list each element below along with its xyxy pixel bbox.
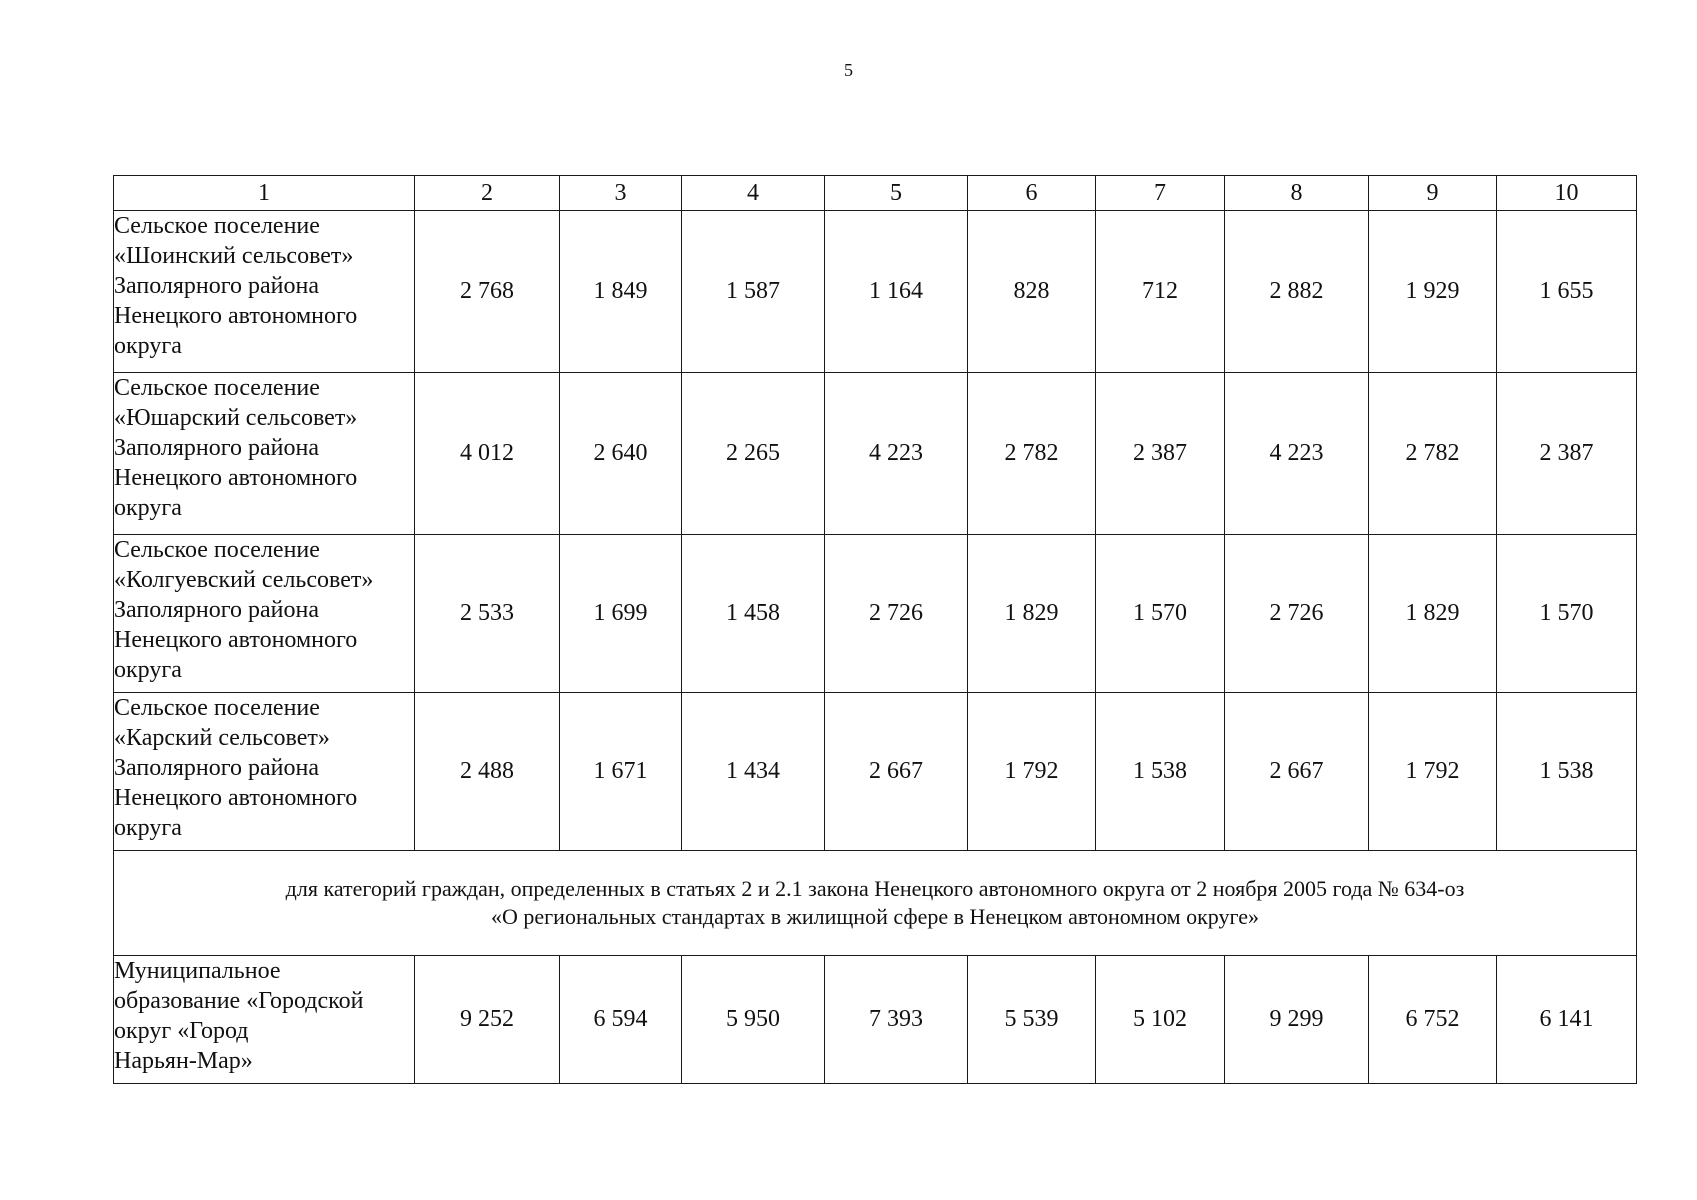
table-cell: 2 882 bbox=[1225, 211, 1369, 373]
row-name: Муниципальное образование «Городской округ «Город Нарьян-Мар» bbox=[114, 956, 415, 1084]
column-header: 7 bbox=[1096, 176, 1225, 211]
section-heading-line-2: «О региональных стандартах в жилищной сфере в Ненецком автономном округе» bbox=[491, 904, 1259, 929]
column-header: 6 bbox=[968, 176, 1096, 211]
table-cell: 9 299 bbox=[1225, 956, 1369, 1084]
table-cell: 1 829 bbox=[1369, 535, 1497, 693]
table-row bbox=[114, 956, 1637, 1084]
column-header: 2 bbox=[415, 176, 560, 211]
table-cell: 1 587 bbox=[682, 211, 825, 373]
section-heading bbox=[114, 851, 1637, 956]
section-row bbox=[114, 851, 1637, 956]
table-cell: 9 252 bbox=[415, 956, 560, 1084]
table-cell: 4 223 bbox=[1225, 373, 1369, 535]
column-header: 3 bbox=[560, 176, 682, 211]
column-header: 5 bbox=[825, 176, 968, 211]
column-header: 10 bbox=[1497, 176, 1637, 211]
table-cell: 1 458 bbox=[682, 535, 825, 693]
table-cell: 1 164 bbox=[825, 211, 968, 373]
table-cell: 712 bbox=[1096, 211, 1225, 373]
table-cell: 1 699 bbox=[560, 535, 682, 693]
table-cell: 1 538 bbox=[1096, 693, 1225, 851]
table-cell: 828 bbox=[968, 211, 1096, 373]
table-cell: 2 726 bbox=[1225, 535, 1369, 693]
table-cell: 4 012 bbox=[415, 373, 560, 535]
table-cell: 1 792 bbox=[1369, 693, 1497, 851]
table-cell: 1 829 bbox=[968, 535, 1096, 693]
table-cell: 1 434 bbox=[682, 693, 825, 851]
table-row bbox=[114, 373, 1637, 535]
table-cell: 2 387 bbox=[1096, 373, 1225, 535]
table-cell: 2 726 bbox=[825, 535, 968, 693]
table-cell: 6 752 bbox=[1369, 956, 1497, 1084]
table-cell: 1 671 bbox=[560, 693, 682, 851]
table-cell: 2 768 bbox=[415, 211, 560, 373]
row-name: Сельское поселение «Колгуевский сельсовет» Заполярного района Ненецкого автономного округа bbox=[114, 535, 415, 693]
table-cell: 6 594 bbox=[560, 956, 682, 1084]
table-cell: 4 223 bbox=[825, 373, 968, 535]
table-row bbox=[114, 211, 1637, 373]
row-name: Сельское поселение «Юшарский сельсовет» Заполярного района Ненецкого автономного округа bbox=[114, 373, 415, 535]
table-cell: 1 929 bbox=[1369, 211, 1497, 373]
table-cell: 1 792 bbox=[968, 693, 1096, 851]
column-header: 4 bbox=[682, 176, 825, 211]
column-header: 9 bbox=[1369, 176, 1497, 211]
table-cell: 6 141 bbox=[1497, 956, 1637, 1084]
table-cell: 2 667 bbox=[825, 693, 968, 851]
table-cell: 2 640 bbox=[560, 373, 682, 535]
table-cell: 1 655 bbox=[1497, 211, 1637, 373]
table-cell: 2 488 bbox=[415, 693, 560, 851]
table-cell: 5 539 bbox=[968, 956, 1096, 1084]
table-cell: 1 570 bbox=[1096, 535, 1225, 693]
table-cell: 2 782 bbox=[968, 373, 1096, 535]
table-cell: 2 782 bbox=[1369, 373, 1497, 535]
table-row bbox=[114, 535, 1637, 693]
table-cell: 2 265 bbox=[682, 373, 825, 535]
header-row bbox=[114, 176, 1637, 211]
table-cell: 5 950 bbox=[682, 956, 825, 1084]
table-cell: 1 570 bbox=[1497, 535, 1637, 693]
table-cell: 5 102 bbox=[1096, 956, 1225, 1084]
column-header: 8 bbox=[1225, 176, 1369, 211]
table-cell: 7 393 bbox=[825, 956, 968, 1084]
data-table bbox=[113, 175, 1637, 1084]
table-cell: 2 533 bbox=[415, 535, 560, 693]
row-name: Сельское поселение «Карский сельсовет» Заполярного района Ненецкого автономного округа bbox=[114, 693, 415, 851]
column-header: 1 bbox=[114, 176, 415, 211]
table-cell: 2 667 bbox=[1225, 693, 1369, 851]
table-row bbox=[114, 693, 1637, 851]
table-cell: 1 849 bbox=[560, 211, 682, 373]
page-number: 5 bbox=[844, 60, 853, 80]
row-name: Сельское поселение «Шоинский сельсовет» Заполярного района Ненецкого автономного округа bbox=[114, 211, 415, 373]
section-heading-line-1: для категорий граждан, определенных в статьях 2 и 2.1 закона Ненецкого автономного округа от 2 ноября 2005 года № 634-оз bbox=[285, 876, 1465, 901]
table-cell: 2 387 bbox=[1497, 373, 1637, 535]
table-cell: 1 538 bbox=[1497, 693, 1637, 851]
